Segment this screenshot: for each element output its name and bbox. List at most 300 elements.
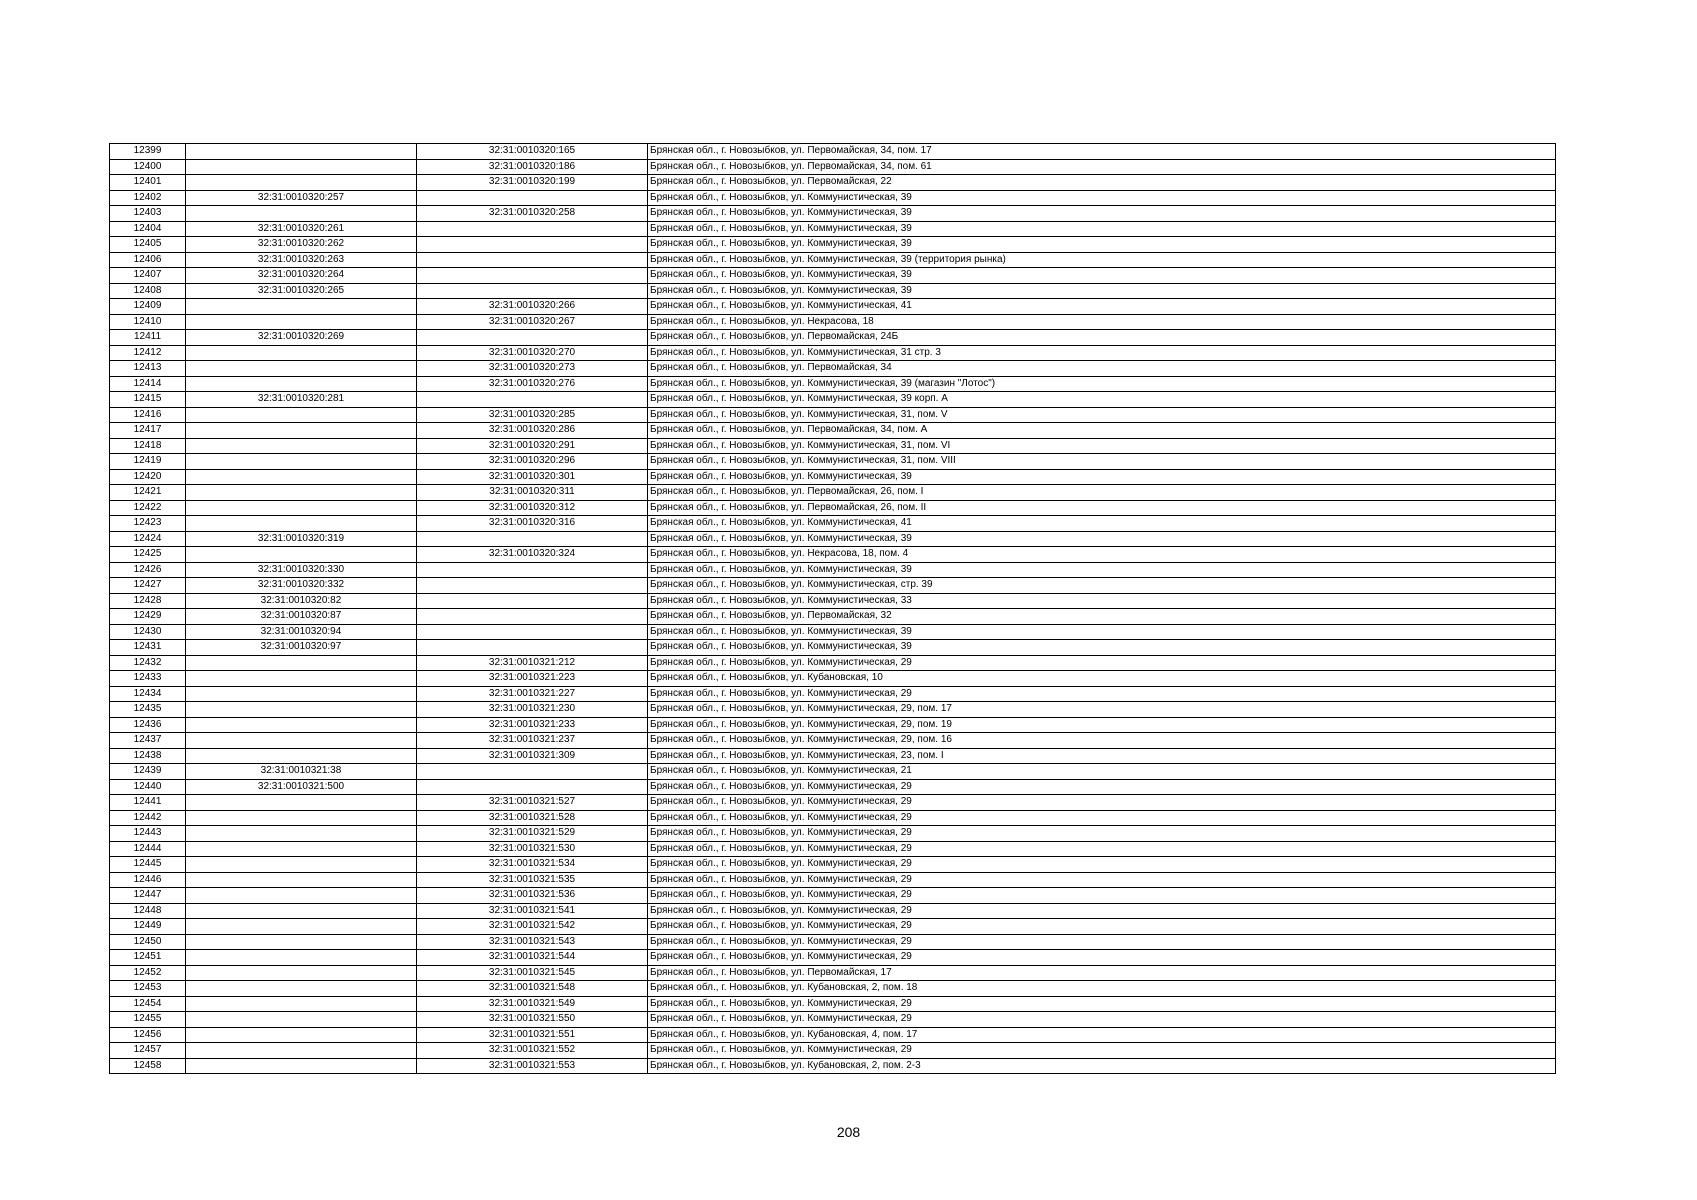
cadastral-number-a-cell: 32:31:0010321:38 [186, 764, 417, 780]
cadastral-number-b-cell [417, 562, 648, 578]
row-number-cell: 12435 [110, 702, 186, 718]
address-cell: Брянская обл., г. Новозыбков, ул. Коммунистическая, 29 [648, 810, 1556, 826]
cadastral-number-b-cell: 32:31:0010321:528 [417, 810, 648, 826]
row-number-cell: 12456 [110, 1027, 186, 1043]
row-number-cell: 12444 [110, 841, 186, 857]
cadastral-number-b-cell: 32:31:0010320:285 [417, 407, 648, 423]
cadastral-number-a-cell [186, 485, 417, 501]
table-row [110, 996, 1556, 1012]
table-row [110, 795, 1556, 811]
address-cell: Брянская обл., г. Новозыбков, ул. Коммунистическая, 31, пом. VIII [648, 454, 1556, 470]
table-row [110, 330, 1556, 346]
address-cell: Брянская обл., г. Новозыбков, ул. Коммунистическая, 29 [648, 903, 1556, 919]
cadastral-number-b-cell: 32:31:0010320:165 [417, 144, 648, 160]
cadastral-number-b-cell: 32:31:0010320:312 [417, 500, 648, 516]
cadastral-number-a-cell [186, 407, 417, 423]
address-cell: Брянская обл., г. Новозыбков, ул. Коммунистическая, стр. 39 [648, 578, 1556, 594]
table-row [110, 748, 1556, 764]
cadastral-number-a-cell: 32:31:0010320:82 [186, 593, 417, 609]
cadastral-number-a-cell [186, 423, 417, 439]
table-row [110, 919, 1556, 935]
table-row [110, 733, 1556, 749]
cadastral-number-b-cell: 32:31:0010321:544 [417, 950, 648, 966]
table-row [110, 144, 1556, 160]
cadastral-number-a-cell [186, 686, 417, 702]
row-number-cell: 12417 [110, 423, 186, 439]
cadastral-number-b-cell [417, 190, 648, 206]
row-number-cell: 12416 [110, 407, 186, 423]
address-cell: Брянская обл., г. Новозыбков, ул. Коммунистическая, 39 [648, 531, 1556, 547]
row-number-cell: 12453 [110, 981, 186, 997]
cadastral-number-a-cell [186, 547, 417, 563]
cadastral-number-a-cell [186, 748, 417, 764]
cadastral-number-a-cell [186, 981, 417, 997]
cadastral-number-b-cell: 32:31:0010320:258 [417, 206, 648, 222]
cadastral-number-a-cell [186, 175, 417, 191]
cadastral-number-b-cell: 32:31:0010321:233 [417, 717, 648, 733]
cadastral-number-b-cell: 32:31:0010321:548 [417, 981, 648, 997]
cadastral-number-b-cell [417, 330, 648, 346]
address-cell: Брянская обл., г. Новозыбков, ул. Коммунистическая, 39 [648, 469, 1556, 485]
address-cell: Брянская обл., г. Новозыбков, ул. Коммунистическая, 29 [648, 996, 1556, 1012]
table-row [110, 857, 1556, 873]
cadastral-number-b-cell: 32:31:0010321:227 [417, 686, 648, 702]
cadastral-number-a-cell: 32:31:0010320:97 [186, 640, 417, 656]
row-number-cell: 12433 [110, 671, 186, 687]
address-cell: Брянская обл., г. Новозыбков, ул. Коммунистическая, 29 [648, 934, 1556, 950]
cadastral-number-a-cell [186, 314, 417, 330]
row-number-cell: 12449 [110, 919, 186, 935]
cadastral-number-a-cell [186, 1058, 417, 1074]
address-cell: Брянская обл., г. Новозыбков, ул. Коммунистическая, 29 [648, 826, 1556, 842]
address-cell: Брянская обл., г. Новозыбков, ул. Коммунистическая, 31 стр. 3 [648, 345, 1556, 361]
address-cell: Брянская обл., г. Новозыбков, ул. Коммунистическая, 29 [648, 872, 1556, 888]
table-row [110, 1043, 1556, 1059]
address-cell: Брянская обл., г. Новозыбков, ул. Коммунистическая, 39 корп. А [648, 392, 1556, 408]
cadastral-number-a-cell [186, 438, 417, 454]
row-number-cell: 12434 [110, 686, 186, 702]
address-cell: Брянская обл., г. Новозыбков, ул. Коммунистическая, 41 [648, 299, 1556, 315]
cadastral-number-b-cell: 32:31:0010321:536 [417, 888, 648, 904]
table-row [110, 702, 1556, 718]
table-row [110, 841, 1556, 857]
row-number-cell: 12427 [110, 578, 186, 594]
table-row [110, 299, 1556, 315]
row-number-cell: 12446 [110, 872, 186, 888]
table-row [110, 516, 1556, 532]
row-number-cell: 12418 [110, 438, 186, 454]
table-row [110, 624, 1556, 640]
address-cell: Брянская обл., г. Новозыбков, ул. Некрасова, 18, пом. 4 [648, 547, 1556, 563]
cadastral-number-b-cell [417, 268, 648, 284]
address-cell: Брянская обл., г. Новозыбков, ул. Коммунистическая, 39 [648, 190, 1556, 206]
table-row [110, 438, 1556, 454]
cadastral-number-b-cell: 32:31:0010321:553 [417, 1058, 648, 1074]
table-row [110, 314, 1556, 330]
cadastral-number-a-cell: 32:31:0010320:257 [186, 190, 417, 206]
row-number-cell: 12415 [110, 392, 186, 408]
row-number-cell: 12431 [110, 640, 186, 656]
row-number-cell: 12445 [110, 857, 186, 873]
address-cell: Брянская обл., г. Новозыбков, ул. Коммунистическая, 31, пом. VI [648, 438, 1556, 454]
table-row [110, 469, 1556, 485]
table-row [110, 190, 1556, 206]
table-row [110, 872, 1556, 888]
row-number-cell: 12422 [110, 500, 186, 516]
row-number-cell: 12442 [110, 810, 186, 826]
cadastral-number-a-cell [186, 454, 417, 470]
address-cell: Брянская обл., г. Новозыбков, ул. Коммунистическая, 39 [648, 562, 1556, 578]
table-row [110, 764, 1556, 780]
table-row [110, 593, 1556, 609]
cadastral-number-b-cell: 32:31:0010320:270 [417, 345, 648, 361]
row-number-cell: 12409 [110, 299, 186, 315]
row-number-cell: 12404 [110, 221, 186, 237]
cadastral-number-b-cell [417, 392, 648, 408]
cadastral-number-b-cell: 32:31:0010320:186 [417, 159, 648, 175]
table-row [110, 345, 1556, 361]
table-row [110, 175, 1556, 191]
cadastral-number-b-cell: 32:31:0010320:273 [417, 361, 648, 377]
row-number-cell: 12408 [110, 283, 186, 299]
table-row [110, 1027, 1556, 1043]
cadastral-number-b-cell: 32:31:0010321:550 [417, 1012, 648, 1028]
row-number-cell: 12437 [110, 733, 186, 749]
address-cell: Брянская обл., г. Новозыбков, ул. Коммунистическая, 33 [648, 593, 1556, 609]
address-cell: Брянская обл., г. Новозыбков, ул. Первомайская, 26, пом. II [648, 500, 1556, 516]
row-number-cell: 12421 [110, 485, 186, 501]
table-row [110, 376, 1556, 392]
cadastral-number-b-cell: 32:31:0010320:286 [417, 423, 648, 439]
page-number: 208 [836, 1124, 861, 1140]
cadastral-number-a-cell [186, 376, 417, 392]
table-row [110, 671, 1556, 687]
row-number-cell: 12407 [110, 268, 186, 284]
cadastral-number-a-cell [186, 872, 417, 888]
cadastral-number-b-cell: 32:31:0010320:296 [417, 454, 648, 470]
cadastral-number-a-cell: 32:31:0010320:261 [186, 221, 417, 237]
row-number-cell: 12423 [110, 516, 186, 532]
row-number-cell: 12403 [110, 206, 186, 222]
address-cell: Брянская обл., г. Новозыбков, ул. Коммунистическая, 39 [648, 624, 1556, 640]
registry-table [109, 143, 1556, 1074]
row-number-cell: 12455 [110, 1012, 186, 1028]
cadastral-number-a-cell: 32:31:0010320:94 [186, 624, 417, 640]
row-number-cell: 12412 [110, 345, 186, 361]
cadastral-number-b-cell [417, 640, 648, 656]
table-row [110, 454, 1556, 470]
cadastral-number-b-cell: 32:31:0010321:212 [417, 655, 648, 671]
table-row [110, 237, 1556, 253]
cadastral-number-a-cell [186, 144, 417, 160]
cadastral-number-b-cell [417, 593, 648, 609]
table-row [110, 826, 1556, 842]
cadastral-number-b-cell: 32:31:0010320:266 [417, 299, 648, 315]
address-cell: Брянская обл., г. Новозыбков, ул. Первомайская, 32 [648, 609, 1556, 625]
table-row [110, 268, 1556, 284]
table-row [110, 717, 1556, 733]
address-cell: Брянская обл., г. Новозыбков, ул. Первомайская, 22 [648, 175, 1556, 191]
table-row [110, 981, 1556, 997]
cadastral-number-a-cell [186, 965, 417, 981]
address-cell: Брянская обл., г. Новозыбков, ул. Кубановская, 2, пом. 18 [648, 981, 1556, 997]
row-number-cell: 12420 [110, 469, 186, 485]
address-cell: Брянская обл., г. Новозыбков, ул. Коммунистическая, 29 [648, 841, 1556, 857]
cadastral-number-b-cell: 32:31:0010321:545 [417, 965, 648, 981]
cadastral-number-b-cell: 32:31:0010321:309 [417, 748, 648, 764]
cadastral-number-b-cell: 32:31:0010320:276 [417, 376, 648, 392]
cadastral-number-b-cell: 32:31:0010321:549 [417, 996, 648, 1012]
address-cell: Брянская обл., г. Новозыбков, ул. Коммунистическая, 29 [648, 919, 1556, 935]
address-cell: Брянская обл., г. Новозыбков, ул. Некрасова, 18 [648, 314, 1556, 330]
row-number-cell: 12405 [110, 237, 186, 253]
table-row [110, 965, 1556, 981]
table-row [110, 810, 1556, 826]
cadastral-number-a-cell [186, 810, 417, 826]
address-cell: Брянская обл., г. Новозыбков, ул. Первомайская, 24Б [648, 330, 1556, 346]
table-row [110, 159, 1556, 175]
cadastral-number-a-cell [186, 469, 417, 485]
table-row [110, 779, 1556, 795]
table-row [110, 655, 1556, 671]
cadastral-number-a-cell [186, 1012, 417, 1028]
table-row [110, 950, 1556, 966]
table-row [110, 578, 1556, 594]
cadastral-number-b-cell: 32:31:0010320:301 [417, 469, 648, 485]
cadastral-number-a-cell [186, 655, 417, 671]
address-cell: Брянская обл., г. Новозыбков, ул. Коммунистическая, 29 [648, 888, 1556, 904]
cadastral-number-a-cell [186, 950, 417, 966]
row-number-cell: 12436 [110, 717, 186, 733]
cadastral-number-b-cell: 32:31:0010321:541 [417, 903, 648, 919]
cadastral-number-b-cell: 32:31:0010321:552 [417, 1043, 648, 1059]
row-number-cell: 12424 [110, 531, 186, 547]
address-cell: Брянская обл., г. Новозыбков, ул. Коммунистическая, 29 [648, 795, 1556, 811]
address-cell: Брянская обл., г. Новозыбков, ул. Первомайская, 34, пом. 17 [648, 144, 1556, 160]
table-row [110, 1058, 1556, 1074]
row-number-cell: 12411 [110, 330, 186, 346]
cadastral-number-a-cell [186, 206, 417, 222]
cadastral-number-b-cell: 32:31:0010321:223 [417, 671, 648, 687]
cadastral-number-b-cell: 32:31:0010321:542 [417, 919, 648, 935]
cadastral-number-a-cell: 32:31:0010320:330 [186, 562, 417, 578]
cadastral-number-a-cell [186, 671, 417, 687]
row-number-cell: 12406 [110, 252, 186, 268]
cadastral-number-b-cell [417, 609, 648, 625]
cadastral-number-a-cell [186, 795, 417, 811]
cadastral-number-b-cell: 32:31:0010321:543 [417, 934, 648, 950]
row-number-cell: 12430 [110, 624, 186, 640]
cadastral-number-a-cell: 32:31:0010320:319 [186, 531, 417, 547]
cadastral-number-b-cell [417, 237, 648, 253]
row-number-cell: 12447 [110, 888, 186, 904]
row-number-cell: 12451 [110, 950, 186, 966]
address-cell: Брянская обл., г. Новозыбков, ул. Коммунистическая, 29 [648, 686, 1556, 702]
address-cell: Брянская обл., г. Новозыбков, ул. Коммунистическая, 29, пом. 17 [648, 702, 1556, 718]
row-number-cell: 12457 [110, 1043, 186, 1059]
address-cell: Брянская обл., г. Новозыбков, ул. Коммунистическая, 29 [648, 655, 1556, 671]
cadastral-number-b-cell: 32:31:0010320:267 [417, 314, 648, 330]
cadastral-number-a-cell: 32:31:0010320:262 [186, 237, 417, 253]
table-row [110, 392, 1556, 408]
cadastral-number-a-cell [186, 717, 417, 733]
cadastral-number-b-cell: 32:31:0010321:551 [417, 1027, 648, 1043]
cadastral-number-a-cell [186, 857, 417, 873]
cadastral-number-a-cell [186, 841, 417, 857]
cadastral-number-b-cell: 32:31:0010321:535 [417, 872, 648, 888]
row-number-cell: 12426 [110, 562, 186, 578]
cadastral-number-a-cell [186, 733, 417, 749]
cadastral-number-a-cell: 32:31:0010321:500 [186, 779, 417, 795]
cadastral-number-b-cell: 32:31:0010320:324 [417, 547, 648, 563]
address-cell: Брянская обл., г. Новозыбков, ул. Первомайская, 17 [648, 965, 1556, 981]
table-row [110, 221, 1556, 237]
row-number-cell: 12452 [110, 965, 186, 981]
row-number-cell: 12432 [110, 655, 186, 671]
table-row [110, 423, 1556, 439]
table-row [110, 934, 1556, 950]
row-number-cell: 12439 [110, 764, 186, 780]
table-row [110, 1012, 1556, 1028]
cadastral-number-a-cell [186, 919, 417, 935]
row-number-cell: 12410 [110, 314, 186, 330]
cadastral-number-a-cell: 32:31:0010320:269 [186, 330, 417, 346]
row-number-cell: 12438 [110, 748, 186, 764]
cadastral-number-b-cell: 32:31:0010321:230 [417, 702, 648, 718]
cadastral-number-b-cell: 32:31:0010320:316 [417, 516, 648, 532]
table-body [110, 144, 1556, 1074]
cadastral-number-a-cell: 32:31:0010320:87 [186, 609, 417, 625]
cadastral-number-a-cell: 32:31:0010320:281 [186, 392, 417, 408]
table-row [110, 361, 1556, 377]
table-row [110, 252, 1556, 268]
row-number-cell: 12413 [110, 361, 186, 377]
cadastral-number-a-cell: 32:31:0010320:265 [186, 283, 417, 299]
address-cell: Брянская обл., г. Новозыбков, ул. Коммунистическая, 29, пом. 19 [648, 717, 1556, 733]
table-row [110, 407, 1556, 423]
row-number-cell: 12441 [110, 795, 186, 811]
address-cell: Брянская обл., г. Новозыбков, ул. Коммунистическая, 29 [648, 1043, 1556, 1059]
row-number-cell: 12400 [110, 159, 186, 175]
address-cell: Брянская обл., г. Новозыбков, ул. Коммунистическая, 29 [648, 1012, 1556, 1028]
address-cell: Брянская обл., г. Новозыбков, ул. Коммунистическая, 29 [648, 857, 1556, 873]
address-cell: Брянская обл., г. Новозыбков, ул. Коммунистическая, 31, пом. V [648, 407, 1556, 423]
cadastral-number-b-cell: 32:31:0010320:291 [417, 438, 648, 454]
address-cell: Брянская обл., г. Новозыбков, ул. Первомайская, 34 [648, 361, 1556, 377]
cadastral-number-a-cell: 32:31:0010320:332 [186, 578, 417, 594]
address-cell: Брянская обл., г. Новозыбков, ул. Коммунистическая, 39 [648, 237, 1556, 253]
cadastral-number-a-cell [186, 516, 417, 532]
address-cell: Брянская обл., г. Новозыбков, ул. Первомайская, 26, пом. I [648, 485, 1556, 501]
row-number-cell: 12401 [110, 175, 186, 191]
table-row [110, 283, 1556, 299]
cadastral-number-b-cell: 32:31:0010320:199 [417, 175, 648, 191]
address-cell: Брянская обл., г. Новозыбков, ул. Коммунистическая, 39 [648, 206, 1556, 222]
cadastral-number-b-cell: 32:31:0010321:534 [417, 857, 648, 873]
cadastral-number-b-cell: 32:31:0010321:527 [417, 795, 648, 811]
row-number-cell: 12402 [110, 190, 186, 206]
cadastral-number-b-cell: 32:31:0010321:237 [417, 733, 648, 749]
cadastral-number-a-cell [186, 299, 417, 315]
cadastral-number-a-cell [186, 345, 417, 361]
cadastral-number-b-cell: 32:31:0010321:530 [417, 841, 648, 857]
cadastral-number-a-cell [186, 1043, 417, 1059]
table-row [110, 500, 1556, 516]
table-row [110, 888, 1556, 904]
cadastral-number-a-cell [186, 500, 417, 516]
row-number-cell: 12419 [110, 454, 186, 470]
cadastral-number-a-cell [186, 361, 417, 377]
row-number-cell: 12443 [110, 826, 186, 842]
cadastral-number-b-cell [417, 578, 648, 594]
cadastral-number-a-cell [186, 934, 417, 950]
address-cell: Брянская обл., г. Новозыбков, ул. Первомайская, 34, пом. 61 [648, 159, 1556, 175]
cadastral-number-a-cell [186, 702, 417, 718]
table-row [110, 640, 1556, 656]
address-cell: Брянская обл., г. Новозыбков, ул. Коммунистическая, 39 [648, 221, 1556, 237]
table-row [110, 686, 1556, 702]
cadastral-number-b-cell: 32:31:0010320:311 [417, 485, 648, 501]
cadastral-number-a-cell: 32:31:0010320:263 [186, 252, 417, 268]
row-number-cell: 12450 [110, 934, 186, 950]
row-number-cell: 12458 [110, 1058, 186, 1074]
address-cell: Брянская обл., г. Новозыбков, ул. Коммунистическая, 29 [648, 950, 1556, 966]
cadastral-number-b-cell [417, 764, 648, 780]
address-cell: Брянская обл., г. Новозыбков, ул. Кубановская, 10 [648, 671, 1556, 687]
table-row [110, 531, 1556, 547]
table-row [110, 485, 1556, 501]
address-cell: Брянская обл., г. Новозыбков, ул. Коммунистическая, 39 [648, 640, 1556, 656]
cadastral-number-b-cell [417, 779, 648, 795]
table-row [110, 206, 1556, 222]
row-number-cell: 12414 [110, 376, 186, 392]
cadastral-number-a-cell [186, 1027, 417, 1043]
row-number-cell: 12399 [110, 144, 186, 160]
cadastral-number-a-cell: 32:31:0010320:264 [186, 268, 417, 284]
address-cell: Брянская обл., г. Новозыбков, ул. Коммунистическая, 29 [648, 779, 1556, 795]
address-cell: Брянская обл., г. Новозыбков, ул. Коммунистическая, 29, пом. 16 [648, 733, 1556, 749]
address-cell: Брянская обл., г. Новозыбков, ул. Первомайская, 34, пом. А [648, 423, 1556, 439]
table-row [110, 903, 1556, 919]
table-row [110, 547, 1556, 563]
cadastral-number-a-cell [186, 888, 417, 904]
cadastral-number-a-cell [186, 996, 417, 1012]
cadastral-number-b-cell [417, 531, 648, 547]
address-cell: Брянская обл., г. Новозыбков, ул. Коммунистическая, 39 (магазин "Лотос") [648, 376, 1556, 392]
row-number-cell: 12428 [110, 593, 186, 609]
address-cell: Брянская обл., г. Новозыбков, ул. Коммунистическая, 41 [648, 516, 1556, 532]
address-cell: Брянская обл., г. Новозыбков, ул. Коммунистическая, 39 [648, 283, 1556, 299]
cadastral-number-b-cell: 32:31:0010321:529 [417, 826, 648, 842]
table-row [110, 562, 1556, 578]
cadastral-number-a-cell [186, 826, 417, 842]
cadastral-number-a-cell [186, 903, 417, 919]
cadastral-number-b-cell [417, 283, 648, 299]
address-cell: Брянская обл., г. Новозыбков, ул. Коммунистическая, 39 (территория рынка) [648, 252, 1556, 268]
row-number-cell: 12429 [110, 609, 186, 625]
row-number-cell: 12425 [110, 547, 186, 563]
row-number-cell: 12454 [110, 996, 186, 1012]
address-cell: Брянская обл., г. Новозыбков, ул. Коммунистическая, 21 [648, 764, 1556, 780]
cadastral-number-b-cell [417, 252, 648, 268]
address-cell: Брянская обл., г. Новозыбков, ул. Коммунистическая, 23, пом. I [648, 748, 1556, 764]
cadastral-number-b-cell [417, 221, 648, 237]
cadastral-number-a-cell [186, 159, 417, 175]
row-number-cell: 12448 [110, 903, 186, 919]
address-cell: Брянская обл., г. Новозыбков, ул. Кубановская, 4, пом. 17 [648, 1027, 1556, 1043]
address-cell: Брянская обл., г. Новозыбков, ул. Коммунистическая, 39 [648, 268, 1556, 284]
row-number-cell: 12440 [110, 779, 186, 795]
